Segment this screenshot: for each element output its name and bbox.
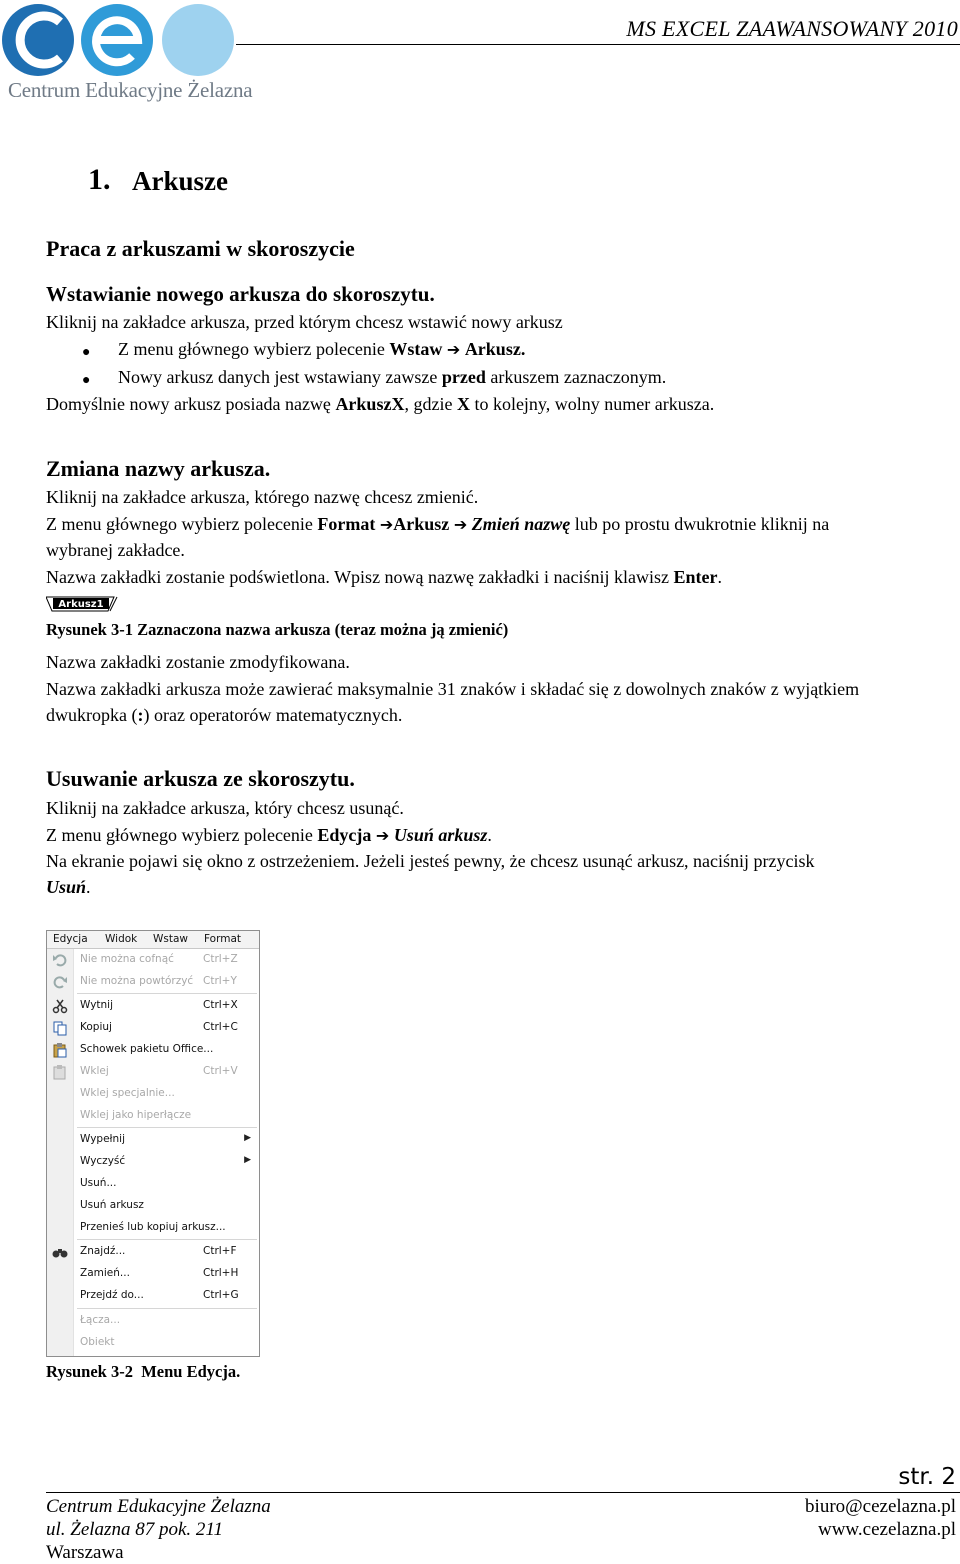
rename-paragraph-4: Nazwa zakładki zostanie podświetlona. Wpisz nową nazwę zakładki i naciśnij klawisz Enter. xyxy=(46,567,722,587)
menu-item-redo[interactable]: Nie można powtórzyć Ctrl+Y xyxy=(47,972,259,992)
arrow-icon: ➔ xyxy=(379,515,394,534)
paste-icon xyxy=(52,1064,68,1080)
insert-paragraph-1: Kliknij na zakładce arkusza, przed którym chcesz wstawić nowy arkusz xyxy=(46,312,563,332)
binoculars-icon xyxy=(52,1244,68,1260)
document-header-title: MS EXCEL ZAAWANSOWANY 2010 xyxy=(626,16,958,41)
menu-separator xyxy=(77,1239,257,1240)
menu-item-office-clipboard[interactable]: Schowek pakietu Office... xyxy=(47,1040,259,1060)
menu-separator xyxy=(77,1127,257,1128)
menu-item-delete[interactable]: Usuń... xyxy=(80,1177,117,1189)
arrow-icon: ➔ xyxy=(453,515,468,534)
footer-city: Warszawa xyxy=(46,1542,124,1563)
logo-text: Centrum Edukacyjne Żelazna xyxy=(8,78,253,102)
menubar-item-widok[interactable]: Widok xyxy=(105,933,138,945)
section-title: Praca z arkuszami w skoroszycie xyxy=(46,236,355,261)
footer-email[interactable]: biuro@cezelazna.pl xyxy=(805,1496,956,1517)
menu-item-find[interactable]: Znajdź... Ctrl+F xyxy=(47,1242,259,1262)
footer-address: ul. Żelazna 87 pok. 211 xyxy=(46,1519,223,1540)
menu-item-paste-hyperlink[interactable]: Wklej jako hiperłącze xyxy=(80,1109,192,1121)
menu-item-links[interactable]: Łącza... xyxy=(80,1314,121,1326)
bullet-marker: ● xyxy=(82,345,91,360)
submenu-arrow-icon: ▶ xyxy=(244,1155,251,1165)
header-rule xyxy=(236,44,960,45)
undo-icon xyxy=(52,952,68,968)
bullet-marker: ● xyxy=(82,373,91,388)
footer-org: Centrum Edukacyjne Żelazna xyxy=(46,1496,271,1517)
menubar-item-format[interactable]: Format xyxy=(204,933,242,945)
menu-item-cut[interactable]: Wytnij Ctrl+X xyxy=(47,996,259,1016)
delete-paragraph-1: Kliknij na zakładce arkusza, który chcesz usunąć. xyxy=(46,798,404,818)
menu-item-go-to[interactable]: Przejdź do... Ctrl+G xyxy=(80,1289,239,1301)
menu-item-paste[interactable]: Wklej Ctrl+V xyxy=(47,1062,259,1082)
rename-paragraph-3: wybranej zakładce. xyxy=(46,540,185,560)
menu-item-fill[interactable]: Wypełnij ▶ xyxy=(80,1133,251,1145)
menubar-item-edycja[interactable]: Edycja xyxy=(53,933,88,945)
insert-paragraph-2: Domyślnie nowy arkusz posiada nazwę ArkuszX, gdzie X to kolejny, wolny numer arkusza. xyxy=(46,394,715,414)
delete-heading: Usuwanie arkusza ze skoroszytu. xyxy=(46,766,355,791)
copy-icon xyxy=(52,1020,68,1036)
sheet-tab-image xyxy=(46,596,118,612)
rename-paragraph-1: Kliknij na zakładce arkusza, którego nazwę chcesz zmienić. xyxy=(46,487,479,507)
footer-website[interactable]: www.cezelazna.pl xyxy=(817,1519,956,1540)
chapter-title: Arkusze xyxy=(132,166,228,196)
menu-item-undo[interactable]: Nie można cofnąć Ctrl+Z xyxy=(47,950,259,970)
redo-icon xyxy=(52,974,68,990)
menu-item-clear[interactable]: Wyczyść ▶ xyxy=(80,1155,251,1167)
footer-rule xyxy=(46,1492,960,1493)
menu-item-move-copy-sheet[interactable]: Przenieś lub kopiuj arkusz... xyxy=(80,1221,226,1233)
arrow-icon: ➔ xyxy=(446,340,461,359)
menu-item-delete-sheet[interactable]: Usuń arkusz xyxy=(80,1199,144,1211)
menu-item-object[interactable]: Obiekt xyxy=(80,1336,115,1348)
rename-paragraph-2: Z menu głównego wybierz polecenie Format ➔Arkusz ➔ Zmień nazwę lub po prostu dwukrotnie kliknij na xyxy=(46,514,830,534)
edit-menu-screenshot xyxy=(46,930,260,1357)
figure-caption-3-2: Rysunek 3-2 Menu Edycja. xyxy=(46,1362,241,1381)
menu-separator xyxy=(77,1308,257,1309)
menu-item-paste-special[interactable]: Wklej specjalnie... xyxy=(80,1087,175,1099)
sheet-tab-label: Arkusz1 xyxy=(58,599,104,610)
delete-paragraph-3: Na ekranie pojawi się okno z ostrzeżeniem. Jeżeli jesteś pewny, że chcesz usunąć arkusz, naciśnij przycisk xyxy=(46,851,815,871)
menu-bar xyxy=(47,931,259,949)
arrow-icon: ➔ xyxy=(375,826,390,845)
insert-bullet-1: Z menu głównego wybierz polecenie Wstaw ➔ Arkusz. xyxy=(118,339,526,359)
clipboard-icon xyxy=(52,1042,68,1058)
scissors-icon xyxy=(52,998,68,1014)
rename-heading: Zmiana nazwy arkusza. xyxy=(46,456,271,481)
figure-caption-3-1: Rysunek 3-1 Zaznaczona nazwa arkusza (teraz można ją zmienić) xyxy=(46,620,509,639)
insert-heading: Wstawianie nowego arkusza do skoroszytu. xyxy=(46,282,435,306)
rename-paragraph-5: Nazwa zakładki zostanie zmodyfikowana. xyxy=(46,652,350,672)
rename-paragraph-6: Nazwa zakładki arkusza może zawierać maksymalnie 31 znaków i składać się z dowolnych znaków z wyjątkiem xyxy=(46,679,860,699)
menu-separator xyxy=(77,993,257,994)
chapter-number: 1. xyxy=(88,163,111,196)
delete-paragraph-4: Usuń. xyxy=(46,877,91,897)
rename-paragraph-7: dwukropka (:) oraz operatorów matematycznych. xyxy=(46,705,403,725)
insert-bullet-2: Nowy arkusz danych jest wstawiany zawsze przed arkuszem zaznaczonym. xyxy=(118,367,667,387)
submenu-arrow-icon: ▶ xyxy=(244,1133,251,1143)
menu-item-replace[interactable]: Zamień... Ctrl+H xyxy=(80,1267,239,1279)
delete-paragraph-2: Z menu głównego wybierz polecenie Edycja ➔ Usuń arkusz. xyxy=(46,825,492,845)
page-number: str. 2 xyxy=(898,1464,956,1490)
menubar-item-wstaw[interactable]: Wstaw xyxy=(153,933,188,945)
menu-item-copy[interactable]: Kopiuj Ctrl+C xyxy=(47,1018,259,1038)
